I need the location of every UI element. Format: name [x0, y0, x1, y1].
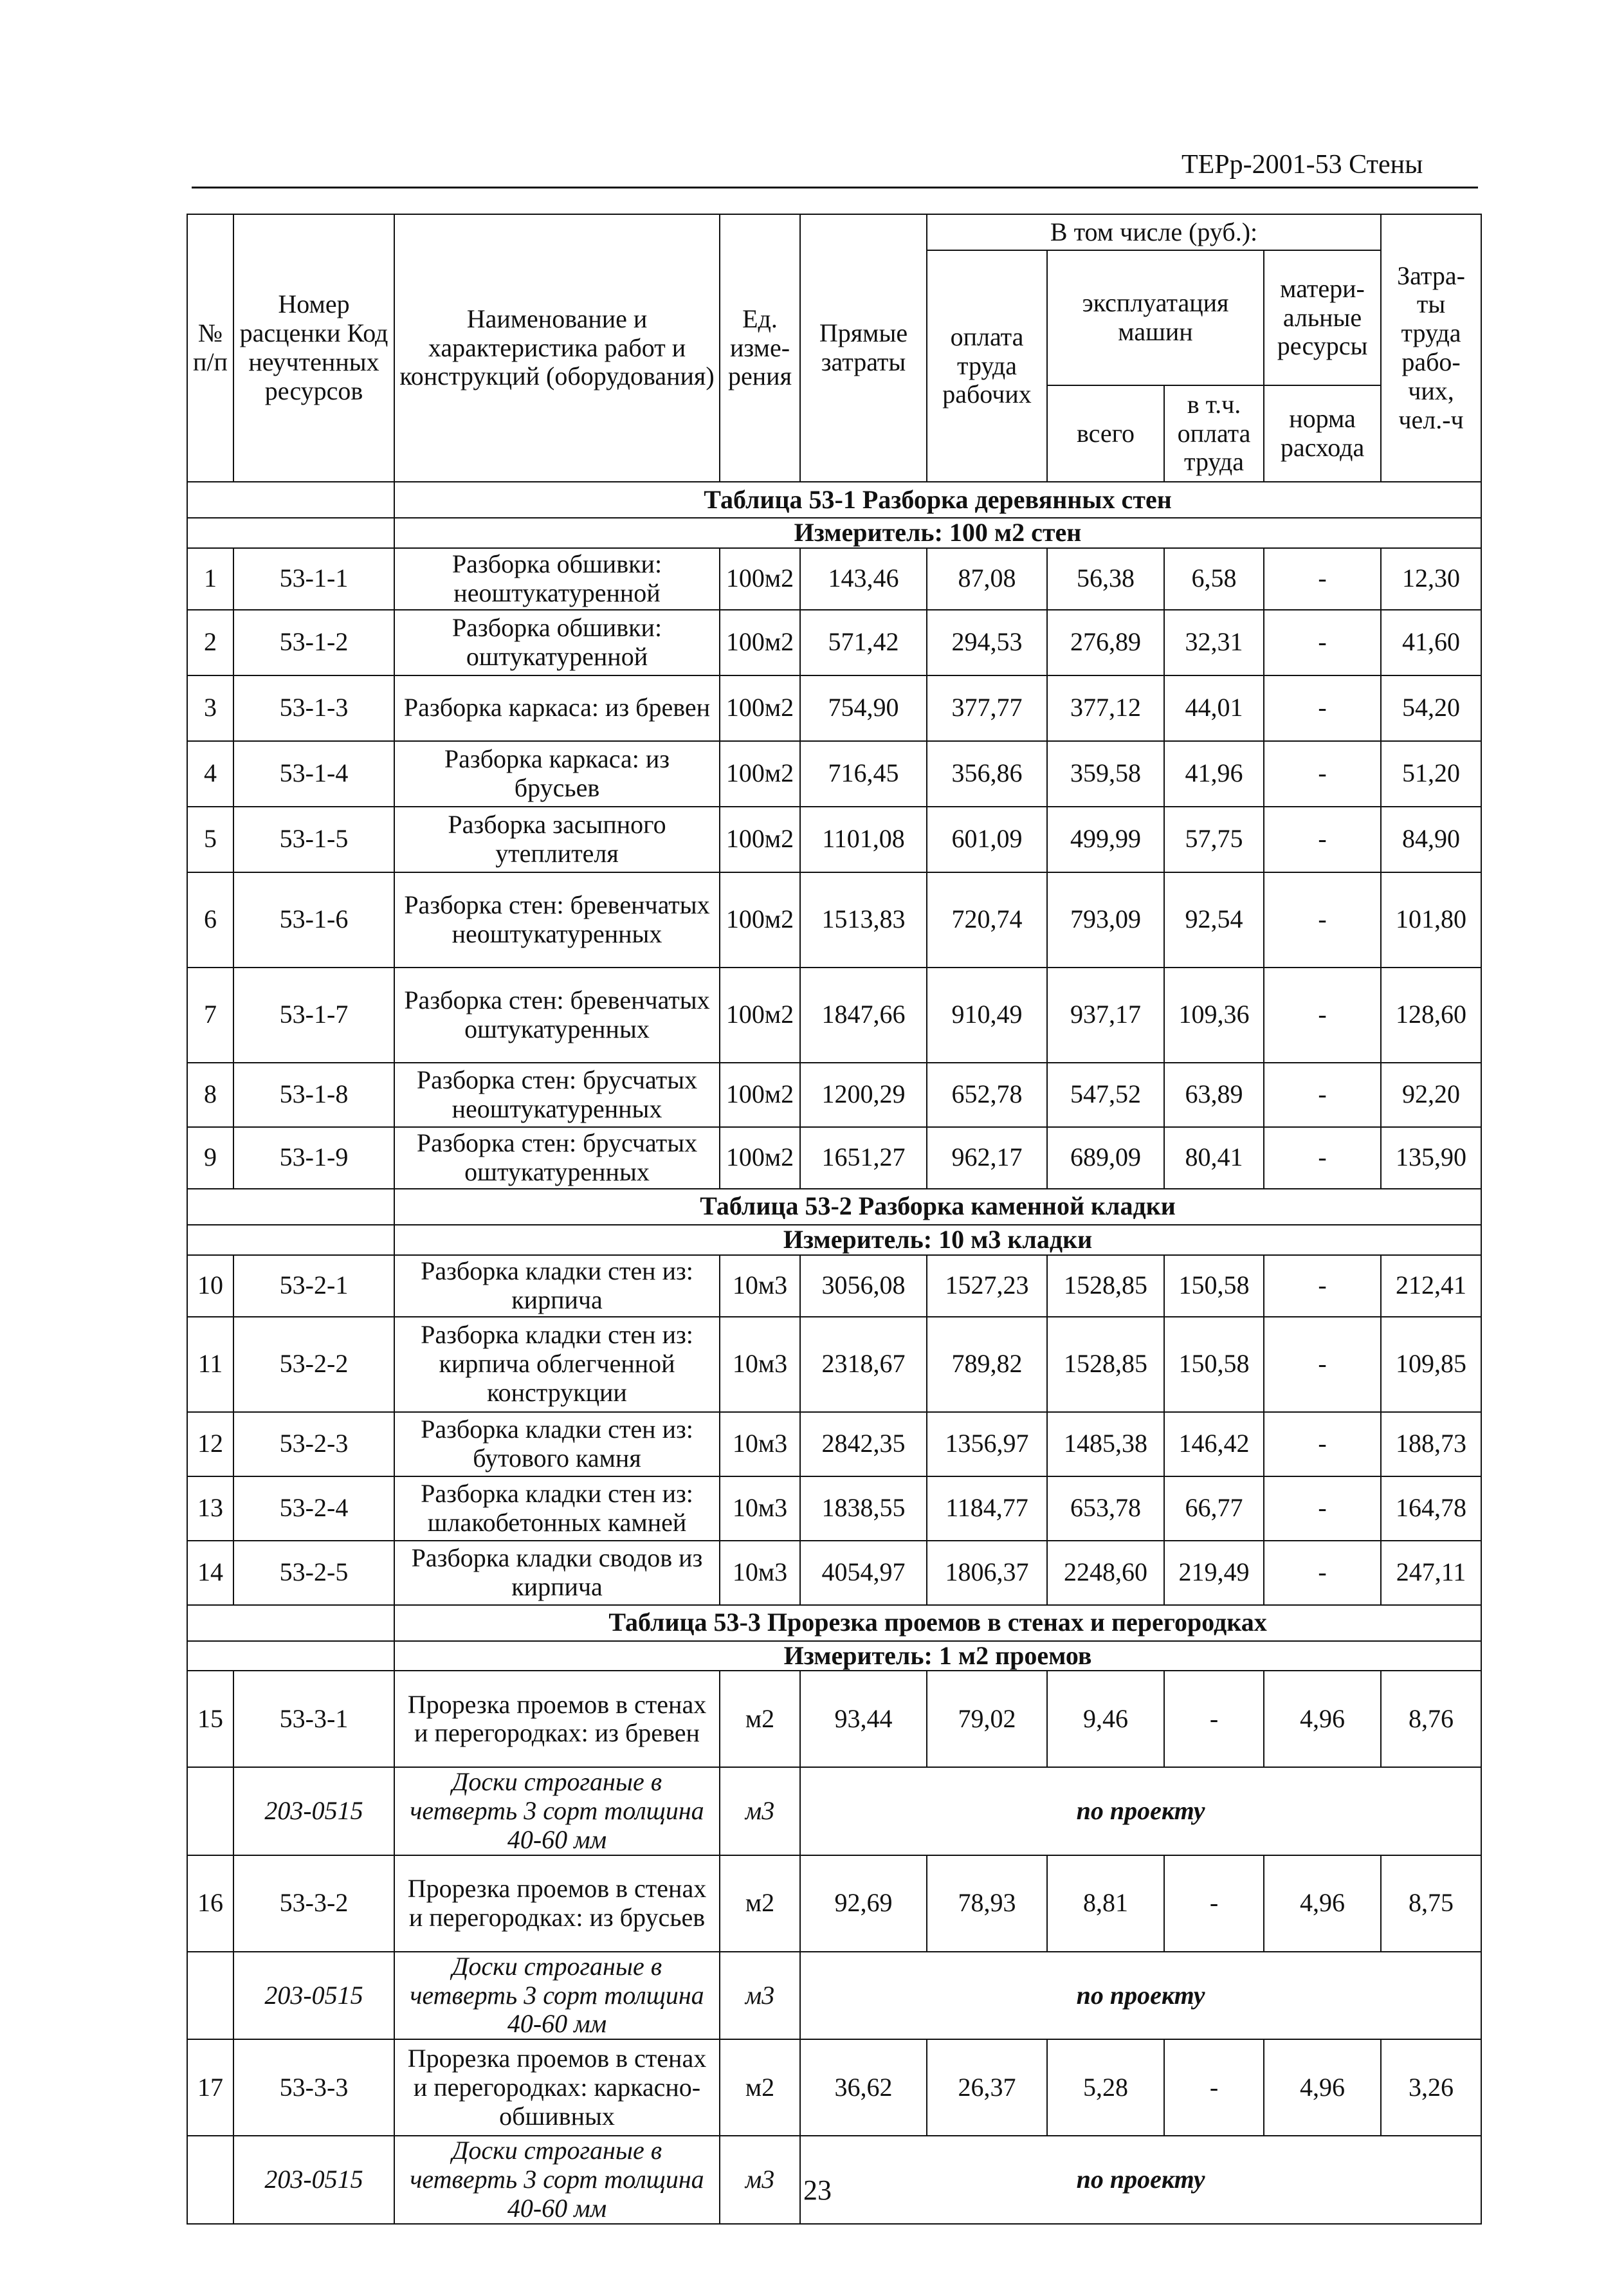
meter-label: Измеритель: 10 м3 кладки [394, 1225, 1481, 1255]
rate-code: 53-1-7 [233, 968, 394, 1063]
direct-costs: 4054,97 [800, 1541, 927, 1605]
wage: 910,49 [927, 968, 1047, 1063]
work-name: Разборка стен: брусчатых неоштукатуренных [394, 1063, 720, 1127]
row-number: 3 [187, 675, 233, 741]
table-row [187, 610, 1481, 675]
materials: - [1264, 548, 1381, 610]
machines-wage: 150,58 [1164, 1317, 1264, 1412]
labor: 54,20 [1381, 675, 1481, 741]
row-number: 5 [187, 807, 233, 872]
unit: 10м3 [720, 1255, 800, 1317]
table-row [187, 1255, 1481, 1317]
row-number: 17 [187, 2039, 233, 2136]
resource-name: Доски строганые в четверть 3 сорт толщина 40-60 мм [394, 2136, 720, 2223]
rate-code: 53-1-1 [233, 548, 394, 610]
table-title: Таблица 53-2 Разборка каменной кладки [394, 1189, 1481, 1225]
work-name: Разборка стен: брусчатых оштукатуренных [394, 1127, 720, 1189]
direct-costs: 1651,27 [800, 1127, 927, 1189]
machines-total: 9,46 [1047, 1671, 1164, 1767]
direct-costs: 3056,08 [800, 1255, 927, 1317]
direct-costs: 1101,08 [800, 807, 927, 872]
row-number: 13 [187, 1476, 233, 1541]
machines-total: 689,09 [1047, 1127, 1164, 1189]
resource-unit: м3 [720, 1952, 800, 2039]
col-header-name: Наименование и характеристика работ и конструкций (оборудования) [394, 214, 720, 482]
materials: - [1264, 675, 1381, 741]
resource-name: Доски строганые в четверть 3 сорт толщина 40-60 мм [394, 1952, 720, 2039]
row-number: 9 [187, 1127, 233, 1189]
machines-wage: 57,75 [1164, 807, 1264, 872]
wage: 1356,97 [927, 1412, 1047, 1476]
labor: 135,90 [1381, 1127, 1481, 1189]
work-name: Прорезка проемов в стенах и перегородках: из бревен [394, 1671, 720, 1767]
row-number: 6 [187, 872, 233, 968]
work-name: Прорезка проемов в стенах и перегородках: из брусьев [394, 1855, 720, 1952]
machines-wage: 92,54 [1164, 872, 1264, 968]
materials: - [1264, 741, 1381, 807]
materials: - [1264, 1412, 1381, 1476]
machines-total: 2248,60 [1047, 1541, 1164, 1605]
row-number: 12 [187, 1412, 233, 1476]
blank-cell [187, 482, 394, 518]
wage: 1527,23 [927, 1255, 1047, 1317]
unit: м2 [720, 1671, 800, 1767]
labor: 8,76 [1381, 1671, 1481, 1767]
machines-wage: 146,42 [1164, 1412, 1264, 1476]
col-header-labor: Затра-ты труда рабо-чих, чел.-ч [1381, 214, 1481, 482]
machines-wage: - [1164, 1671, 1264, 1767]
rate-code: 53-2-1 [233, 1255, 394, 1317]
machines-total: 1485,38 [1047, 1412, 1164, 1476]
work-name: Разборка кладки сводов из кирпича [394, 1541, 720, 1605]
blank-cell [187, 1225, 394, 1255]
row-number: 11 [187, 1317, 233, 1412]
machines-wage: - [1164, 1855, 1264, 1952]
resource-unit: м3 [720, 1767, 800, 1855]
col-header-machines: эксплуатация машин [1047, 250, 1264, 385]
work-name: Разборка обшивки: оштукатуренной [394, 610, 720, 675]
direct-costs: 143,46 [800, 548, 927, 610]
table-row [187, 675, 1481, 741]
rate-code: 53-1-4 [233, 741, 394, 807]
meter-row [187, 1641, 1481, 1671]
labor: 8,75 [1381, 1855, 1481, 1952]
table-title-row [187, 482, 1481, 518]
machines-total: 499,99 [1047, 807, 1164, 872]
table-title: Таблица 53-1 Разборка деревянных стен [394, 482, 1481, 518]
direct-costs: 571,42 [800, 610, 927, 675]
unit: 10м3 [720, 1476, 800, 1541]
page-header: ТЕРр-2001-53 Стены [1182, 150, 1423, 179]
machines-total: 547,52 [1047, 1063, 1164, 1127]
rate-code: 53-1-8 [233, 1063, 394, 1127]
blank-cell [187, 1952, 233, 2039]
labor: 164,78 [1381, 1476, 1481, 1541]
row-number: 8 [187, 1063, 233, 1127]
resource-note: по проекту [800, 2136, 1481, 2223]
unit: 10м3 [720, 1412, 800, 1476]
machines-total: 1528,85 [1047, 1255, 1164, 1317]
work-name: Разборка стен: бревенчатых оштукатуренных [394, 968, 720, 1063]
work-name: Разборка каркаса: из бревен [394, 675, 720, 741]
work-name: Разборка кладки стен из: кирпича облегченной конструкции [394, 1317, 720, 1412]
machines-total: 653,78 [1047, 1476, 1164, 1541]
unit: 100м2 [720, 1063, 800, 1127]
resource-note: по проекту [800, 1767, 1481, 1855]
resource-row [187, 1767, 1481, 1855]
machines-wage: 219,49 [1164, 1541, 1264, 1605]
col-header-machines-total: всего [1047, 385, 1164, 482]
col-header-materials: матери-альные ресурсы [1264, 250, 1381, 385]
wage: 720,74 [927, 872, 1047, 968]
rates-table [187, 214, 1482, 2225]
labor: 92,20 [1381, 1063, 1481, 1127]
wage: 789,82 [927, 1317, 1047, 1412]
table-row [187, 872, 1481, 968]
rate-code: 53-1-9 [233, 1127, 394, 1189]
wage: 87,08 [927, 548, 1047, 610]
wage: 26,37 [927, 2039, 1047, 2136]
meter-label: Измеритель: 100 м2 стен [394, 518, 1481, 548]
table-body [187, 482, 1481, 2224]
unit: 10м3 [720, 1541, 800, 1605]
table-row [187, 1541, 1481, 1605]
machines-wage: 32,31 [1164, 610, 1264, 675]
meter-label: Измеритель: 1 м2 проемов [394, 1641, 1481, 1671]
labor: 188,73 [1381, 1412, 1481, 1476]
unit: 100м2 [720, 741, 800, 807]
wage: 356,86 [927, 741, 1047, 807]
machines-wage: 63,89 [1164, 1063, 1264, 1127]
rate-code: 53-3-2 [233, 1855, 394, 1952]
machines-wage: 41,96 [1164, 741, 1264, 807]
rate-code: 53-2-4 [233, 1476, 394, 1541]
direct-costs: 1838,55 [800, 1476, 927, 1541]
blank-cell [187, 1605, 394, 1641]
labor: 109,85 [1381, 1317, 1481, 1412]
machines-wage: 150,58 [1164, 1255, 1264, 1317]
unit: м2 [720, 2039, 800, 2136]
col-header-direct: Прямые затраты [800, 214, 927, 482]
wage: 78,93 [927, 1855, 1047, 1952]
direct-costs: 716,45 [800, 741, 927, 807]
row-number: 16 [187, 1855, 233, 1952]
table-row [187, 1063, 1481, 1127]
machines-total: 1528,85 [1047, 1317, 1164, 1412]
blank-cell [187, 1641, 394, 1671]
work-name: Разборка кладки стен из: кирпича [394, 1255, 720, 1317]
labor: 101,80 [1381, 872, 1481, 968]
col-header-norm: норма расхода [1264, 385, 1381, 482]
machines-total: 937,17 [1047, 968, 1164, 1063]
unit: 100м2 [720, 968, 800, 1063]
machines-wage: 66,77 [1164, 1476, 1264, 1541]
col-header-no: № п/п [187, 214, 233, 482]
table-row [187, 1476, 1481, 1541]
labor: 12,30 [1381, 548, 1481, 610]
materials: - [1264, 610, 1381, 675]
wage: 962,17 [927, 1127, 1047, 1189]
blank-cell [187, 1767, 233, 1855]
work-name: Прорезка проемов в стенах и перегородках: каркасно-обшивных [394, 2039, 720, 2136]
table-row [187, 807, 1481, 872]
work-name: Разборка засыпного утеплителя [394, 807, 720, 872]
materials: 4,96 [1264, 1671, 1381, 1767]
row-number: 15 [187, 1671, 233, 1767]
blank-cell [187, 1189, 394, 1225]
col-header-code: Номер расценки Код неучтенных ресурсов [233, 214, 394, 482]
machines-total: 793,09 [1047, 872, 1164, 968]
machines-total: 276,89 [1047, 610, 1164, 675]
wage: 601,09 [927, 807, 1047, 872]
resource-row [187, 1952, 1481, 2039]
rate-code: 53-2-5 [233, 1541, 394, 1605]
table-title-row [187, 1605, 1481, 1641]
direct-costs: 2318,67 [800, 1317, 927, 1412]
table-row [187, 1317, 1481, 1412]
direct-costs: 754,90 [800, 675, 927, 741]
labor: 51,20 [1381, 741, 1481, 807]
work-name: Разборка кладки стен из: шлакобетонных камней [394, 1476, 720, 1541]
materials: - [1264, 807, 1381, 872]
work-name: Разборка кладки стен из: бутового камня [394, 1412, 720, 1476]
wage: 1806,37 [927, 1541, 1047, 1605]
labor: 3,26 [1381, 2039, 1481, 2136]
table-row [187, 1671, 1481, 1767]
unit: 100м2 [720, 675, 800, 741]
materials: - [1264, 872, 1381, 968]
header-rule [192, 187, 1478, 188]
table-row [187, 968, 1481, 1063]
meter-row [187, 518, 1481, 548]
direct-costs: 2842,35 [800, 1412, 927, 1476]
unit: 100м2 [720, 1127, 800, 1189]
direct-costs: 36,62 [800, 2039, 927, 2136]
unit: м2 [720, 1855, 800, 1952]
machines-total: 377,12 [1047, 675, 1164, 741]
machines-total: 56,38 [1047, 548, 1164, 610]
materials: - [1264, 1127, 1381, 1189]
direct-costs: 1513,83 [800, 872, 927, 968]
table-title-row [187, 1189, 1481, 1225]
wage: 652,78 [927, 1063, 1047, 1127]
resource-code: 203-0515 [233, 1952, 394, 2039]
row-number: 14 [187, 1541, 233, 1605]
resource-code: 203-0515 [233, 2136, 394, 2223]
unit: 10м3 [720, 1317, 800, 1412]
resource-note: по проекту [800, 1952, 1481, 2039]
row-number: 4 [187, 741, 233, 807]
machines-wage: 109,36 [1164, 968, 1264, 1063]
rate-code: 53-1-6 [233, 872, 394, 968]
resource-code: 203-0515 [233, 1767, 394, 1855]
row-number: 1 [187, 548, 233, 610]
rate-code: 53-2-3 [233, 1412, 394, 1476]
table-row [187, 2039, 1481, 2136]
materials: 4,96 [1264, 2039, 1381, 2136]
blank-cell [187, 2136, 233, 2223]
unit: 100м2 [720, 807, 800, 872]
rate-code: 53-1-5 [233, 807, 394, 872]
direct-costs: 92,69 [800, 1855, 927, 1952]
machines-wage: 44,01 [1164, 675, 1264, 741]
materials: - [1264, 1255, 1381, 1317]
wage: 377,77 [927, 675, 1047, 741]
labor: 212,41 [1381, 1255, 1481, 1317]
direct-costs: 1847,66 [800, 968, 927, 1063]
work-name: Разборка стен: бревенчатых неоштукатуренных [394, 872, 720, 968]
machines-total: 359,58 [1047, 741, 1164, 807]
materials: - [1264, 1476, 1381, 1541]
rate-code: 53-1-3 [233, 675, 394, 741]
col-header-machines-wage: в т.ч. оплата труда [1164, 385, 1264, 482]
table-row [187, 1855, 1481, 1952]
wage: 294,53 [927, 610, 1047, 675]
materials: - [1264, 968, 1381, 1063]
unit: 100м2 [720, 610, 800, 675]
direct-costs: 93,44 [800, 1671, 927, 1767]
col-header-including: В том числе (руб.): [927, 214, 1381, 250]
table-title: Таблица 53-3 Прорезка проемов в стенах и перегородках [394, 1605, 1481, 1641]
rate-code: 53-3-1 [233, 1671, 394, 1767]
direct-costs: 1200,29 [800, 1063, 927, 1127]
meter-row [187, 1225, 1481, 1255]
labor: 128,60 [1381, 968, 1481, 1063]
labor: 84,90 [1381, 807, 1481, 872]
machines-wage: 80,41 [1164, 1127, 1264, 1189]
col-header-wage: оплата труда рабочих [927, 250, 1047, 482]
work-name: Разборка каркаса: из брусьев [394, 741, 720, 807]
labor: 41,60 [1381, 610, 1481, 675]
rate-code: 53-3-3 [233, 2039, 394, 2136]
table-row [187, 1127, 1481, 1189]
materials: - [1264, 1317, 1381, 1412]
blank-cell [187, 518, 394, 548]
row-number: 10 [187, 1255, 233, 1317]
resource-row [187, 2136, 1481, 2223]
work-name: Разборка обшивки: неоштукатуренной [394, 548, 720, 610]
machines-wage: 6,58 [1164, 548, 1264, 610]
rate-code: 53-1-2 [233, 610, 394, 675]
machines-wage: - [1164, 2039, 1264, 2136]
wage: 79,02 [927, 1671, 1047, 1767]
page-number: 23 [803, 2174, 832, 2206]
materials: 4,96 [1264, 1855, 1381, 1952]
row-number: 7 [187, 968, 233, 1063]
materials: - [1264, 1063, 1381, 1127]
unit: 100м2 [720, 548, 800, 610]
rate-code: 53-2-2 [233, 1317, 394, 1412]
wage: 1184,77 [927, 1476, 1047, 1541]
unit: 100м2 [720, 872, 800, 968]
resource-unit: м3 [720, 2136, 800, 2223]
machines-total: 8,81 [1047, 1855, 1164, 1952]
resource-name: Доски строганые в четверть 3 сорт толщина 40-60 мм [394, 1767, 720, 1855]
machines-total: 5,28 [1047, 2039, 1164, 2136]
col-header-unit: Ед. изме-рения [720, 214, 800, 482]
table-row [187, 548, 1481, 610]
table-row [187, 741, 1481, 807]
materials: - [1264, 1541, 1381, 1605]
row-number: 2 [187, 610, 233, 675]
table-row [187, 1412, 1481, 1476]
labor: 247,11 [1381, 1541, 1481, 1605]
